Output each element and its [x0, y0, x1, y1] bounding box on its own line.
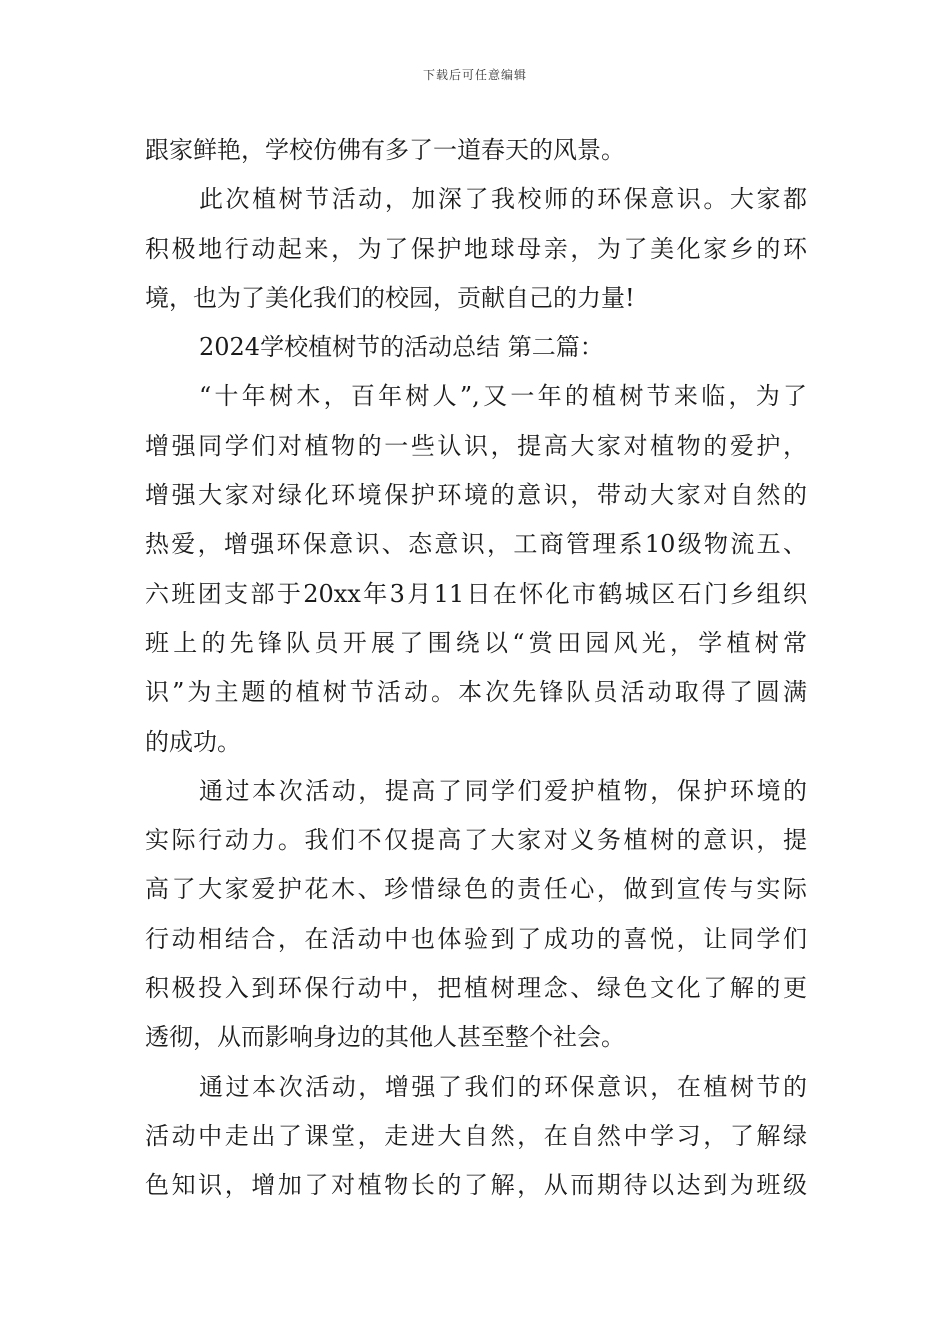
- text-line: 此次植树节活动，加深了我校师的环保意识。大家都: [199, 185, 807, 214]
- text-line: 行动相结合，在活动中也体验到了成功的喜悦，让同学们: [145, 924, 807, 953]
- text-line: 实际行动力。我们不仅提高了大家对义务植树的意识，提: [145, 826, 807, 855]
- document-body: [145, 126, 807, 1211]
- text-line: 2024学校植树节的活动总结 第二篇：: [199, 333, 604, 362]
- text-line: 活动中走出了课堂，走进大自然，在自然中学习，了解绿: [145, 1121, 807, 1150]
- text-line: 透彻，从而影响身边的其他人甚至整个社会。: [145, 1023, 625, 1052]
- text-line: 增强同学们对植物的一些认识，提高大家对植物的爱护，: [145, 431, 807, 460]
- text-line: 通过本次活动，增强了我们的环保意识，在植树节的: [199, 1072, 807, 1101]
- text-line: 增强大家对绿化环境保护环境的意识，带动大家对自然的: [145, 481, 807, 510]
- text-line: 高了大家爱护花木、珍惜绿色的责任心，做到宣传与实际: [145, 875, 807, 904]
- text-line: 境，也为了美化我们的校园，贡献自己的力量!: [145, 283, 635, 312]
- text-line: 积极地行动起来，为了保护地球母亲，为了美化家乡的环: [145, 234, 807, 263]
- page-header: 下载后可任意编辑: [422, 68, 527, 82]
- text-line: “十年树木，百年树人”,又一年的植树节来临，为了: [199, 382, 807, 411]
- text-line: 班上的先锋队员开展了围绕以“赏田园风光，学植树常: [145, 628, 807, 657]
- text-line: 的成功。: [145, 727, 241, 756]
- text-line: 积极投入到环保行动中，把植树理念、绿色文化了解的更: [145, 974, 807, 1003]
- text-line: 色知识，增加了对植物长的了解，从而期待以达到为班级: [145, 1171, 807, 1200]
- text-line: 热爱，增强环保意识、态意识，工商管理系10级物流五、: [145, 530, 807, 559]
- text-line: 通过本次活动，提高了同学们爱护植物，保护环境的: [199, 776, 807, 805]
- text-line: 识”为主题的植树节活动。本次先锋队员活动取得了圆满: [145, 678, 807, 707]
- text-line: 跟家鲜艳，学校仿佛有多了一道春天的风景。: [145, 136, 625, 164]
- text-line: 六班团支部于20xx年3月11日在怀化市鹤城区石门乡组织: [145, 579, 807, 608]
